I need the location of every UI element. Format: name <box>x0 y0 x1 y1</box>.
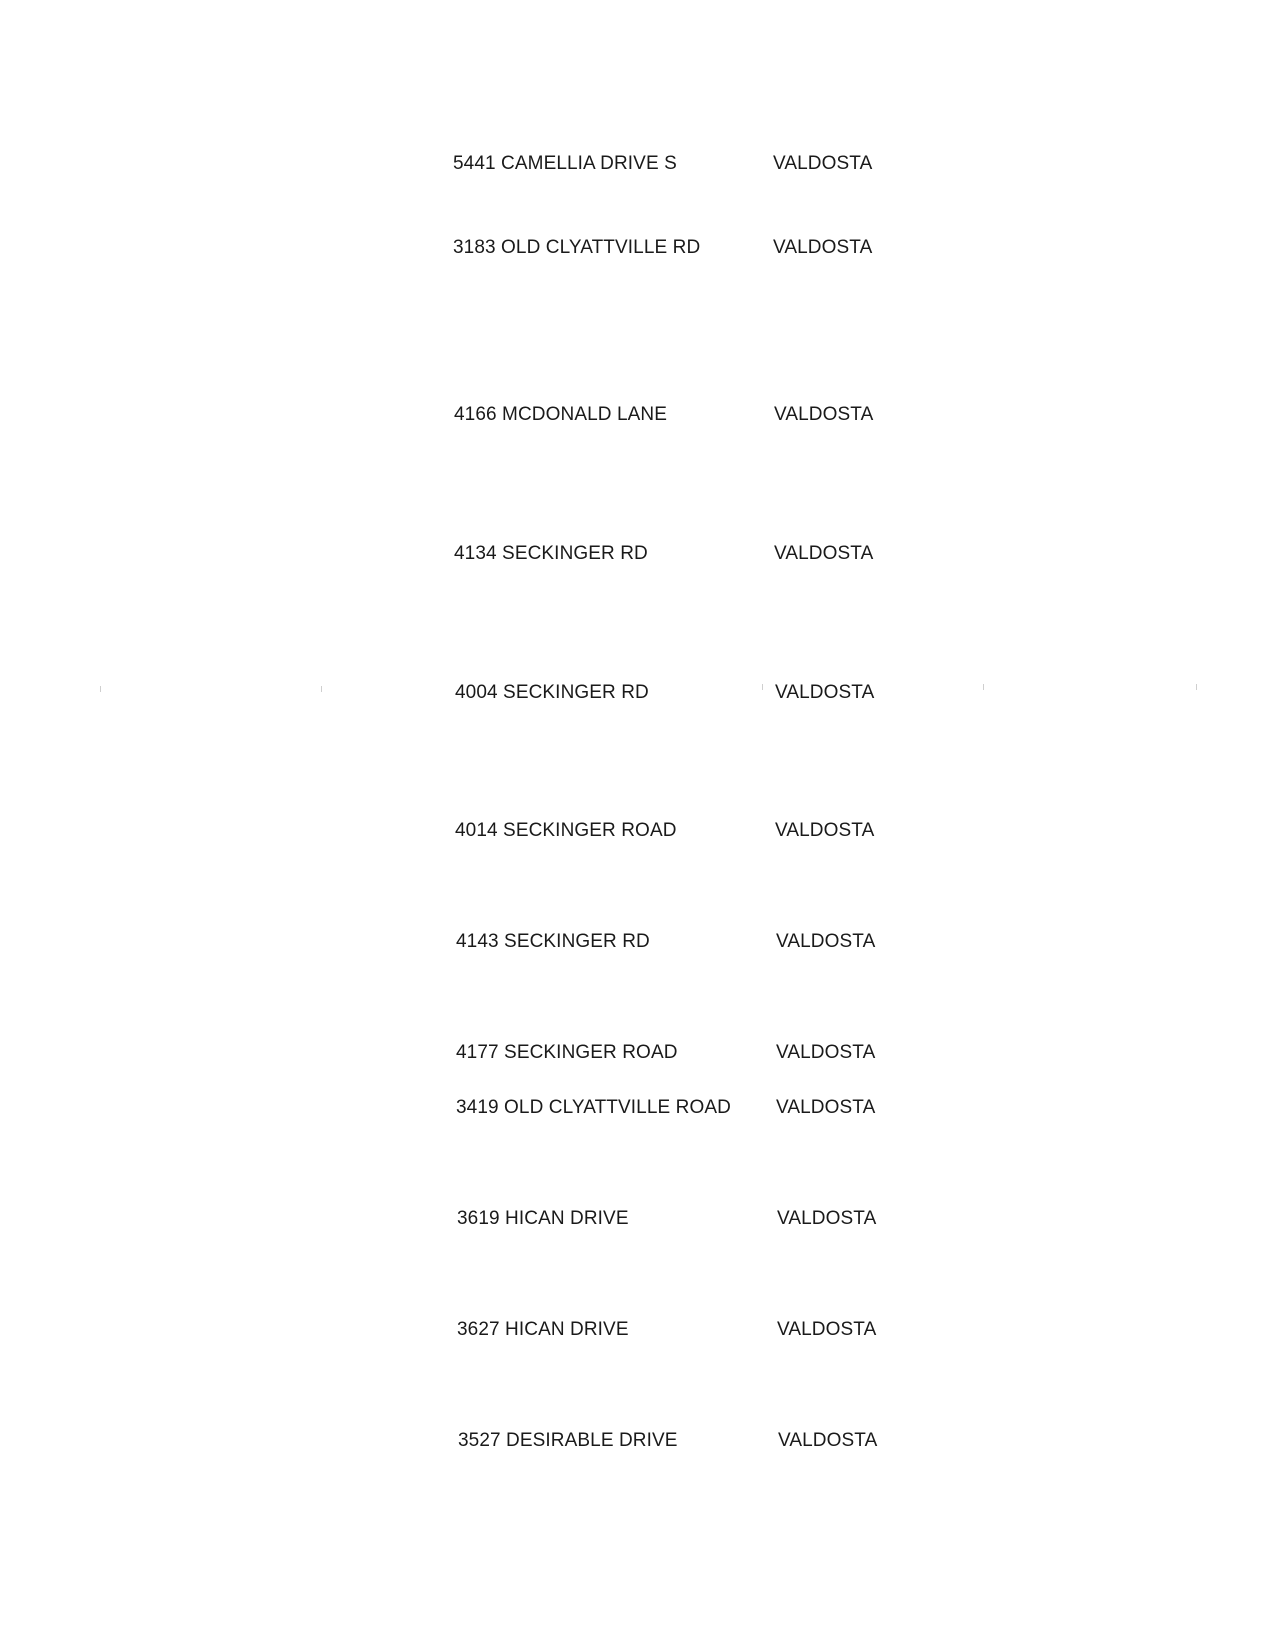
scan-artifact <box>762 684 763 690</box>
city-name: VALDOSTA <box>776 1097 876 1118</box>
street-address: 3627 HICAN DRIVE <box>457 1319 629 1340</box>
city-name: VALDOSTA <box>773 153 873 174</box>
scan-artifact <box>983 684 984 690</box>
street-address: 4166 MCDONALD LANE <box>454 404 667 425</box>
city-name: VALDOSTA <box>774 404 874 425</box>
city-name: VALDOSTA <box>773 237 873 258</box>
city-name: VALDOSTA <box>777 1208 877 1229</box>
street-address: 4134 SECKINGER RD <box>454 543 648 564</box>
city-name: VALDOSTA <box>774 543 874 564</box>
city-name: VALDOSTA <box>775 682 875 703</box>
city-name: VALDOSTA <box>778 1430 878 1451</box>
street-address: 3419 OLD CLYATTVILLE ROAD <box>456 1097 731 1118</box>
scan-artifact <box>100 686 101 692</box>
city-name: VALDOSTA <box>776 1042 876 1063</box>
street-address: 4177 SECKINGER ROAD <box>456 1042 678 1063</box>
street-address: 4004 SECKINGER RD <box>455 682 649 703</box>
street-address: 3619 HICAN DRIVE <box>457 1208 629 1229</box>
scan-artifact <box>321 686 322 692</box>
scan-artifact <box>1196 684 1197 690</box>
city-name: VALDOSTA <box>776 931 876 952</box>
street-address: 4143 SECKINGER RD <box>456 931 650 952</box>
street-address: 3183 OLD CLYATTVILLE RD <box>453 237 701 258</box>
street-address: 4014 SECKINGER ROAD <box>455 820 677 841</box>
street-address: 5441 CAMELLIA DRIVE S <box>453 153 677 174</box>
city-name: VALDOSTA <box>777 1319 877 1340</box>
city-name: VALDOSTA <box>775 820 875 841</box>
street-address: 3527 DESIRABLE DRIVE <box>458 1430 678 1451</box>
